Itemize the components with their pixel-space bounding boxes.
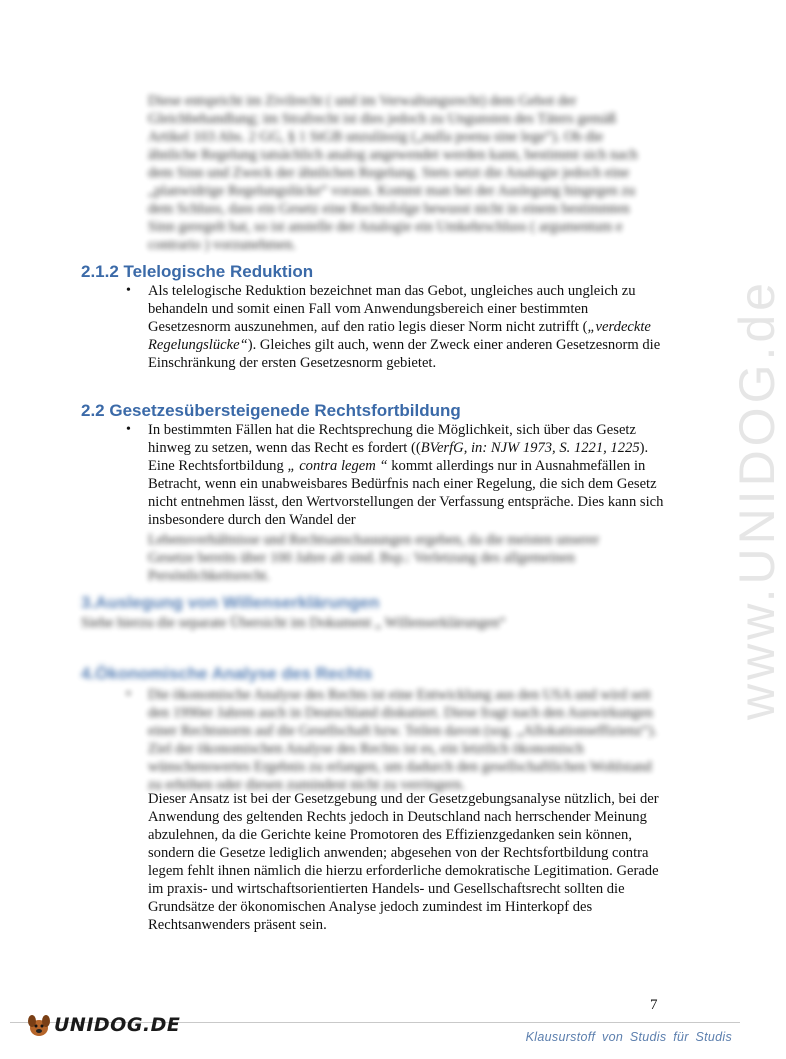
watermark	[668, 270, 785, 730]
dog-icon	[24, 1010, 54, 1040]
unidog-logo	[24, 1010, 180, 1040]
bullet-text	[148, 282, 666, 372]
section-4-paragraph: Dieser Ansatz ist bei der Gesetzgebung und der Gesetzgebungsanalyse nützlich, bei der Anwendung des geltenden Rechts jedoch in Deutschland nach herrschender Meinung abzulehnen, da die Gerichte keine Promotoren des Effizienzgedanken sein können, sondern die Gesetze lediglich anwenden; abgesehen von der Rechtsfortbildung contra legem fehlt ihnen nämlich die hierzu erforderliche demokratische Legitimation. Gerade im praxis- und wirtschaftsorientierten Handels- und Gesellschaftsrecht sollten die Grundsätze der ökonomischen Analyse jedoch zumindest im Hinterkopf des Rechtsanwenders präsent sein.	[148, 791, 659, 933]
bullet-text-part: In bestimmten Fällen hat die Rechtsprechung die Möglichkeit, sich über das Gesetz hinweg zu setzen, wenn das Recht es fordert ((	[148, 422, 636, 456]
blurred-bullet-continuation: Lebensverhältnisse und Rechtsanschauungen ergeben, da die meisten unserer Gesetze bereits über 100 Jahre alt sind. Bsp.: Verletzung des allgemeinen Persönlichkeitsrecht.	[148, 532, 600, 584]
watermark-text: www.UNIDOG.de	[729, 279, 785, 720]
section-3-text: Siehe hierzu die separate Übersicht im Dokument „ Willenserklärungen“	[81, 615, 506, 631]
heading-3: 3.Auslegung von Willenserklärungen	[81, 593, 380, 612]
bullet-text-part: ). Eine Rechtsfortbildung	[148, 440, 649, 474]
heading-2-1-2: 2.1.2 Telelogische Reduktion	[81, 262, 314, 281]
bullet-icon: •	[126, 283, 131, 298]
bullet-italic-term: „ contra legem “	[287, 458, 388, 474]
bullet-text	[148, 421, 666, 529]
bullet-text-part: Als telelogische Reduktion bezeichnet man das Gebot, ungleiches auch ungleich zu behandeln und somit einen Fall vom Anwendungsbereich einer bestimmten Gesetzesnorm auszunehmen, auf den ratio legis dieser Norm nicht zutrifft (	[148, 283, 636, 335]
blurred-intro-paragraph: Diese entspricht im Zivilrecht ( und im Verwaltungsrecht) dem Gebot der Gleichbehandlung; im Strafrecht ist dies jedoch zu Ungunsten des Täters gemäß Artikel 103 Abs. 2 GG, § 1 StGB unzulässig („nulla poena sine lege“). Ob die ähnliche Regelung tatsächlich analog angewendet werden kann, bestimmt sich nach dem Sinn und Zweck der ähnlichen Regelung. Stets setzt die Analogie jedoch eine „planwidrige Regelungslücke“ voraus. Kommt man bei der Auslegung hingegen zu dem Schluss, dass ein Gesetz eine Rechtsfolge bewusst nicht in einem bestimmten Sinn geregelt hat, so ist anstelle der Analogie ein Umkehrschluss ( argumentum e contrario ) vorzunehmen.	[148, 93, 638, 253]
bullet-citation: BVerfG, in: NJW 1973, S. 1221, 1225	[420, 440, 640, 456]
footer-tagline: Klausurstoff von Studis für Studis	[525, 1030, 732, 1044]
page-number: 7	[650, 997, 658, 1013]
bullet-italic-term: „verdeckte Regelungslücke“	[148, 319, 651, 353]
heading-2-2: 2.2 Gesetzesübersteigenede Rechtsfortbildung	[81, 401, 461, 420]
bullet-text: Die ökonomische Analyse des Rechts ist eine Entwicklung aus den USA und wird seit den 1990er Jahren auch in Deutschland diskutiert. Diese fragt nach den Auswirkungen einer Rechtsnorm auf die Gesellschaft bzw. Teilen davon (sog. „Allokationseffizienz“). Ziel der ökonomischen Analyse des Rechts ist es, ein letztlich ökonomisch wünschenswertes Ergebnis zu erlangen, um dadurch den gesellschaftlichen Wohlstand zu erhöhen oder diesen zumindest nicht zu verringern.	[148, 687, 657, 793]
bullet-icon: •	[126, 687, 131, 702]
heading-4: 4.Ökonomische Analyse des Rechts	[81, 664, 373, 683]
bullet-item-reduktion	[126, 282, 666, 372]
bullet-item-oekonomische-analyse	[126, 686, 660, 794]
bullet-text-part: kommt allerdings nur in Ausnahmefällen in Betracht, wenn ein unabweisbares Bedürfnis nach einer Regelung, die sich dem Gesetz nicht entnehmen lässt, den Wertvorstellungen der Verfassung entspräche. Dies kann sich insbesondere durch den Wandel der	[148, 458, 664, 528]
bullet-item-rechtsfortbildung	[126, 421, 666, 529]
bullet-icon: •	[126, 422, 131, 437]
bullet-text-part: ). Gleiches gilt auch, wenn der Zweck einer anderen Gesetzesnorm die Einschränkung der ersten Gesetzesnorm gebietet.	[148, 337, 661, 371]
logo-text: UNIDOG.DE	[54, 1014, 181, 1036]
